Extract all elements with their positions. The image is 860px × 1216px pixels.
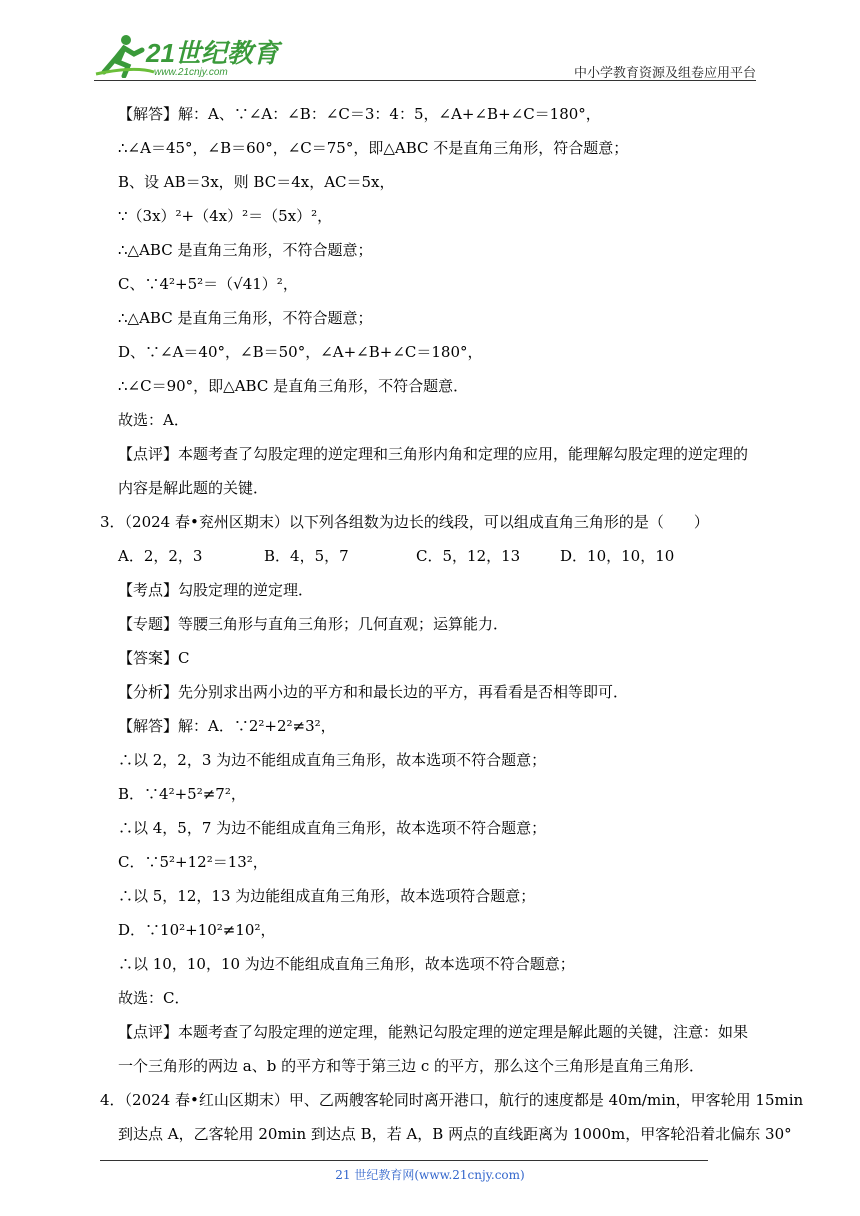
- q4-stem-line: 4．（2024 春•红山区期末）甲、乙两艘客轮同时离开港口，航行的速度都是 40m/min，甲客轮用 15min: [100, 1091, 804, 1109]
- option-c: C．5，12，13: [416, 547, 521, 565]
- q3-kaodian: 【考点】勾股定理的逆定理．: [118, 581, 314, 599]
- q3-zhuanti: 【专题】等腰三角形与直角三角形；几何直观；运算能力．: [118, 615, 509, 633]
- q2-solution-line: 【解答】解：A、∵∠A：∠B：∠C＝3：4：5，∠A+∠B+∠C＝180°，: [118, 105, 601, 123]
- q2-solution-line: ∴△ABC 是直角三角形，不符合题意；: [118, 309, 373, 327]
- q2-solution-line: D、∵∠A＝40°，∠B＝50°，∠A+∠B+∠C＝180°，: [118, 343, 483, 361]
- svg-text:21世纪教育: 21世纪教育: [146, 38, 279, 68]
- q3-answer: 【答案】C: [118, 649, 190, 667]
- header-divider: [94, 80, 756, 81]
- page-header: [0, 0, 860, 80]
- q2-choice-line: 故选：A．: [118, 411, 189, 429]
- q3-solution-line: 【解答】解：A．∵2²+2²≠3²，: [118, 717, 336, 735]
- q3-choice-line: 故选：C．: [118, 989, 190, 1007]
- option-d: D．10，10，10: [560, 547, 675, 565]
- q2-solution-line: ∵（3x）²+（4x）²＝（5x）²，: [118, 207, 333, 225]
- q2-solution-line: ∴∠A＝45°，∠B＝60°，∠C＝75°，即△ABC 不是直角三角形，符合题意；: [118, 139, 629, 157]
- q3-comment-line: 一个三角形的两边 a、b 的平方和等于第三边 c 的平方，那么这个三角形是直角三角形．: [118, 1057, 705, 1075]
- site-logo[interactable]: [94, 32, 294, 78]
- q3-comment-line: 【点评】本题考查了勾股定理的逆定理，能熟记勾股定理的逆定理是解此题的关键，注意：如果: [118, 1023, 749, 1041]
- runner-logo-icon: [94, 32, 294, 78]
- platform-name: 中小学教育资源及组卷应用平台: [573, 66, 756, 81]
- q3-solution-line: D．∵10²+10²≠10²，: [118, 921, 276, 939]
- q3-analysis: 【分析】先分别求出两小边的平方和和最长边的平方，再看看是否相等即可．: [118, 683, 629, 701]
- q2-solution-line: B、设 AB＝3x，则 BC＝4x，AC＝5x，: [118, 173, 395, 191]
- q3-stem: 3．（2024 春•兖州区期末）以下列各组数为边长的线段，可以组成直角三角形的是（ ）: [100, 513, 709, 531]
- footer-divider: [100, 1160, 708, 1161]
- option-b: B．4，5，7: [264, 547, 349, 565]
- q3-solution-line: ∴以 4，5，7 为边不能组成直角三角形，故本选项不符合题意；: [118, 819, 547, 837]
- q3-solution-line: ∴以 2，2，3 为边不能组成直角三角形，故本选项不符合题意；: [118, 751, 547, 769]
- q3-solution-line: C．∵5²+12²＝13²，: [118, 853, 268, 871]
- q2-solution-line: ∴△ABC 是直角三角形，不符合题意；: [118, 241, 373, 259]
- footer-link[interactable]: 21 世纪教育网(www.21cnjy.com): [335, 1168, 525, 1182]
- option-a: A．2，2，3: [118, 547, 203, 565]
- q2-solution-line: ∴∠C＝90°，即△ABC 是直角三角形，不符合题意．: [118, 377, 469, 395]
- q3-solution-line: ∴以 10，10，10 为边不能组成直角三角形，故本选项不符合题意；: [118, 955, 575, 973]
- svg-text:www.21cnjy.com: www.21cnjy.com: [154, 67, 228, 78]
- q2-solution-line: C、∵4²+5²＝（√41）²，: [118, 275, 298, 293]
- q3-solution-line: B．∵4²+5²≠7²，: [118, 785, 246, 803]
- q4-stem-line: 到达点 A，乙客轮用 20min 到达点 B，若 A，B 两点的直线距离为 1000m，甲客轮沿着北偏东 30°: [118, 1125, 792, 1143]
- q3-solution-line: ∴以 5，12，13 为边能组成直角三角形，故本选项符合题意；: [118, 887, 536, 905]
- q2-comment-line: 内容是解此题的关键．: [118, 479, 269, 497]
- q2-comment-line: 【点评】本题考查了勾股定理的逆定理和三角形内角和定理的应用，能理解勾股定理的逆定理的: [118, 445, 749, 463]
